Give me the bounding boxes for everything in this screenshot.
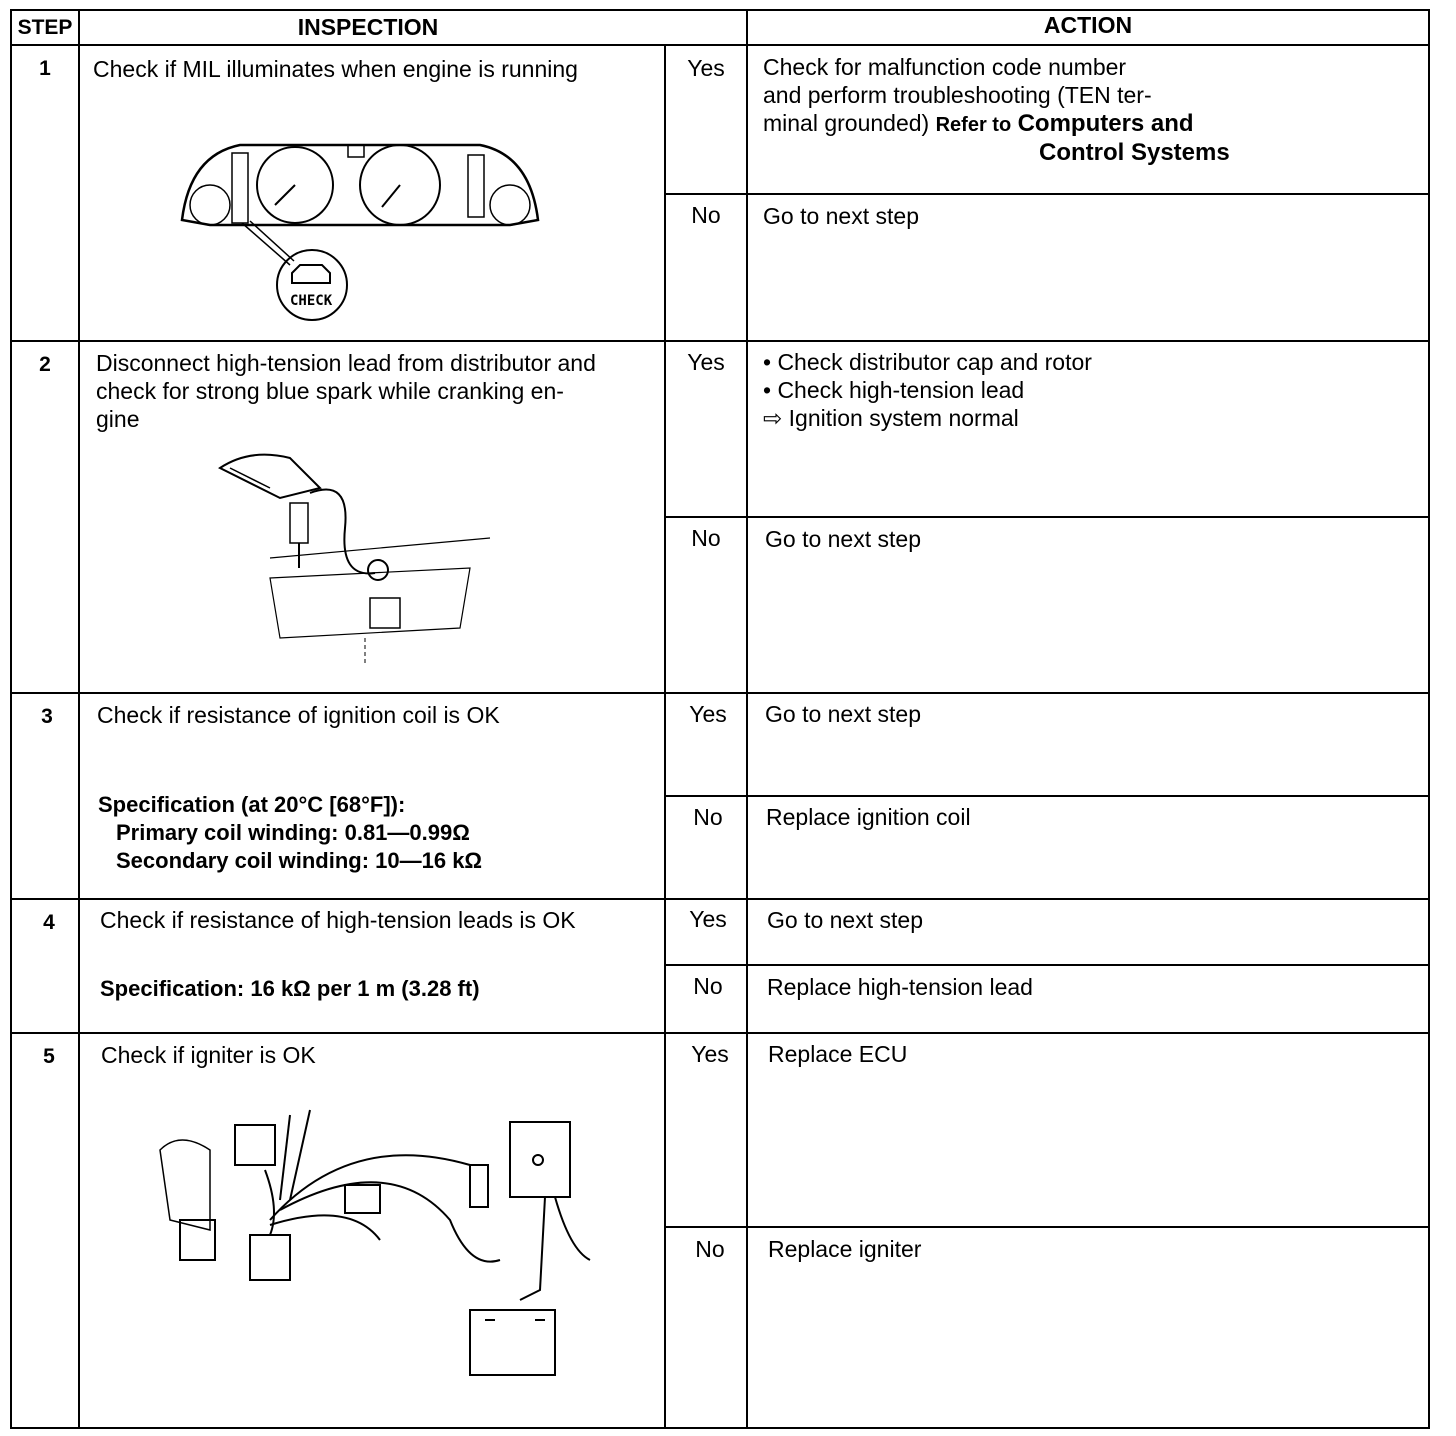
header-action: ACTION — [1043, 12, 1133, 38]
action-yes: Go to next step — [767, 907, 923, 933]
yes-label: Yes — [689, 701, 727, 727]
inspection-text: Check if igniter is OK — [101, 1042, 316, 1068]
yes-label: Yes — [687, 349, 725, 375]
specification-text: Specification (at 20°C [68°F]): Primary coil winding: 0.81—0.99Ω Secondary coil winding: 10—16 kΩ — [98, 792, 483, 873]
no-label: No — [691, 202, 721, 228]
action-no: Replace ignition coil — [766, 804, 971, 830]
yesno-column-divider — [664, 44, 666, 1429]
refer-prefix: Refer to — [935, 114, 1012, 136]
no-label: No — [693, 804, 723, 830]
action-yes: Check for malfunction code number and perform troubleshooting (TEN ter- minal grounded) Refer to Computers and Control Systems — [763, 54, 1230, 166]
no-label: No — [695, 1236, 725, 1262]
inspection-text: Check if resistance of ignition coil is OK — [97, 702, 500, 728]
action-no: Replace igniter — [768, 1236, 922, 1262]
action-no: Replace high-tension lead — [767, 974, 1033, 1000]
step-number: 2 — [39, 353, 51, 376]
action-yes: Replace ECU — [768, 1041, 908, 1067]
action-no: Go to next step — [765, 526, 921, 552]
action-no: Go to next step — [763, 203, 919, 229]
yes-label: Yes — [691, 1041, 729, 1067]
no-label: No — [691, 525, 721, 551]
yes-label: Yes — [687, 55, 725, 81]
inspection-text: Disconnect high-tension lead from distributor and check for strong blue spark while cranking en- gine — [96, 350, 596, 432]
igniter-wiring-illustration — [150, 1110, 610, 1390]
step-number: 5 — [43, 1045, 55, 1068]
check-engine-label: CHECK — [290, 293, 333, 309]
refer-target: Computers and — [1017, 110, 1194, 137]
header-step: STEP — [17, 16, 73, 39]
step-number: 3 — [41, 705, 53, 728]
inspection-text: Check if MIL illuminates when engine is running — [93, 56, 578, 82]
step-number: 1 — [39, 57, 51, 80]
spark-test-illustration — [210, 448, 510, 668]
instrument-cluster-illustration — [170, 125, 550, 325]
no-label: No — [693, 973, 723, 999]
action-yes: • Check distributor cap and rotor • Check high-tension lead ⇨ Ignition system normal — [763, 349, 1092, 431]
yes-label: Yes — [689, 906, 727, 932]
header-inspection: INSPECTION — [297, 14, 439, 40]
specification-text: Specification: 16 kΩ per 1 m (3.28 ft) — [100, 976, 480, 1001]
action-yes: Go to next step — [765, 701, 921, 727]
step-number: 4 — [43, 911, 55, 934]
inspection-text: Check if resistance of high-tension leads is OK — [100, 907, 576, 933]
